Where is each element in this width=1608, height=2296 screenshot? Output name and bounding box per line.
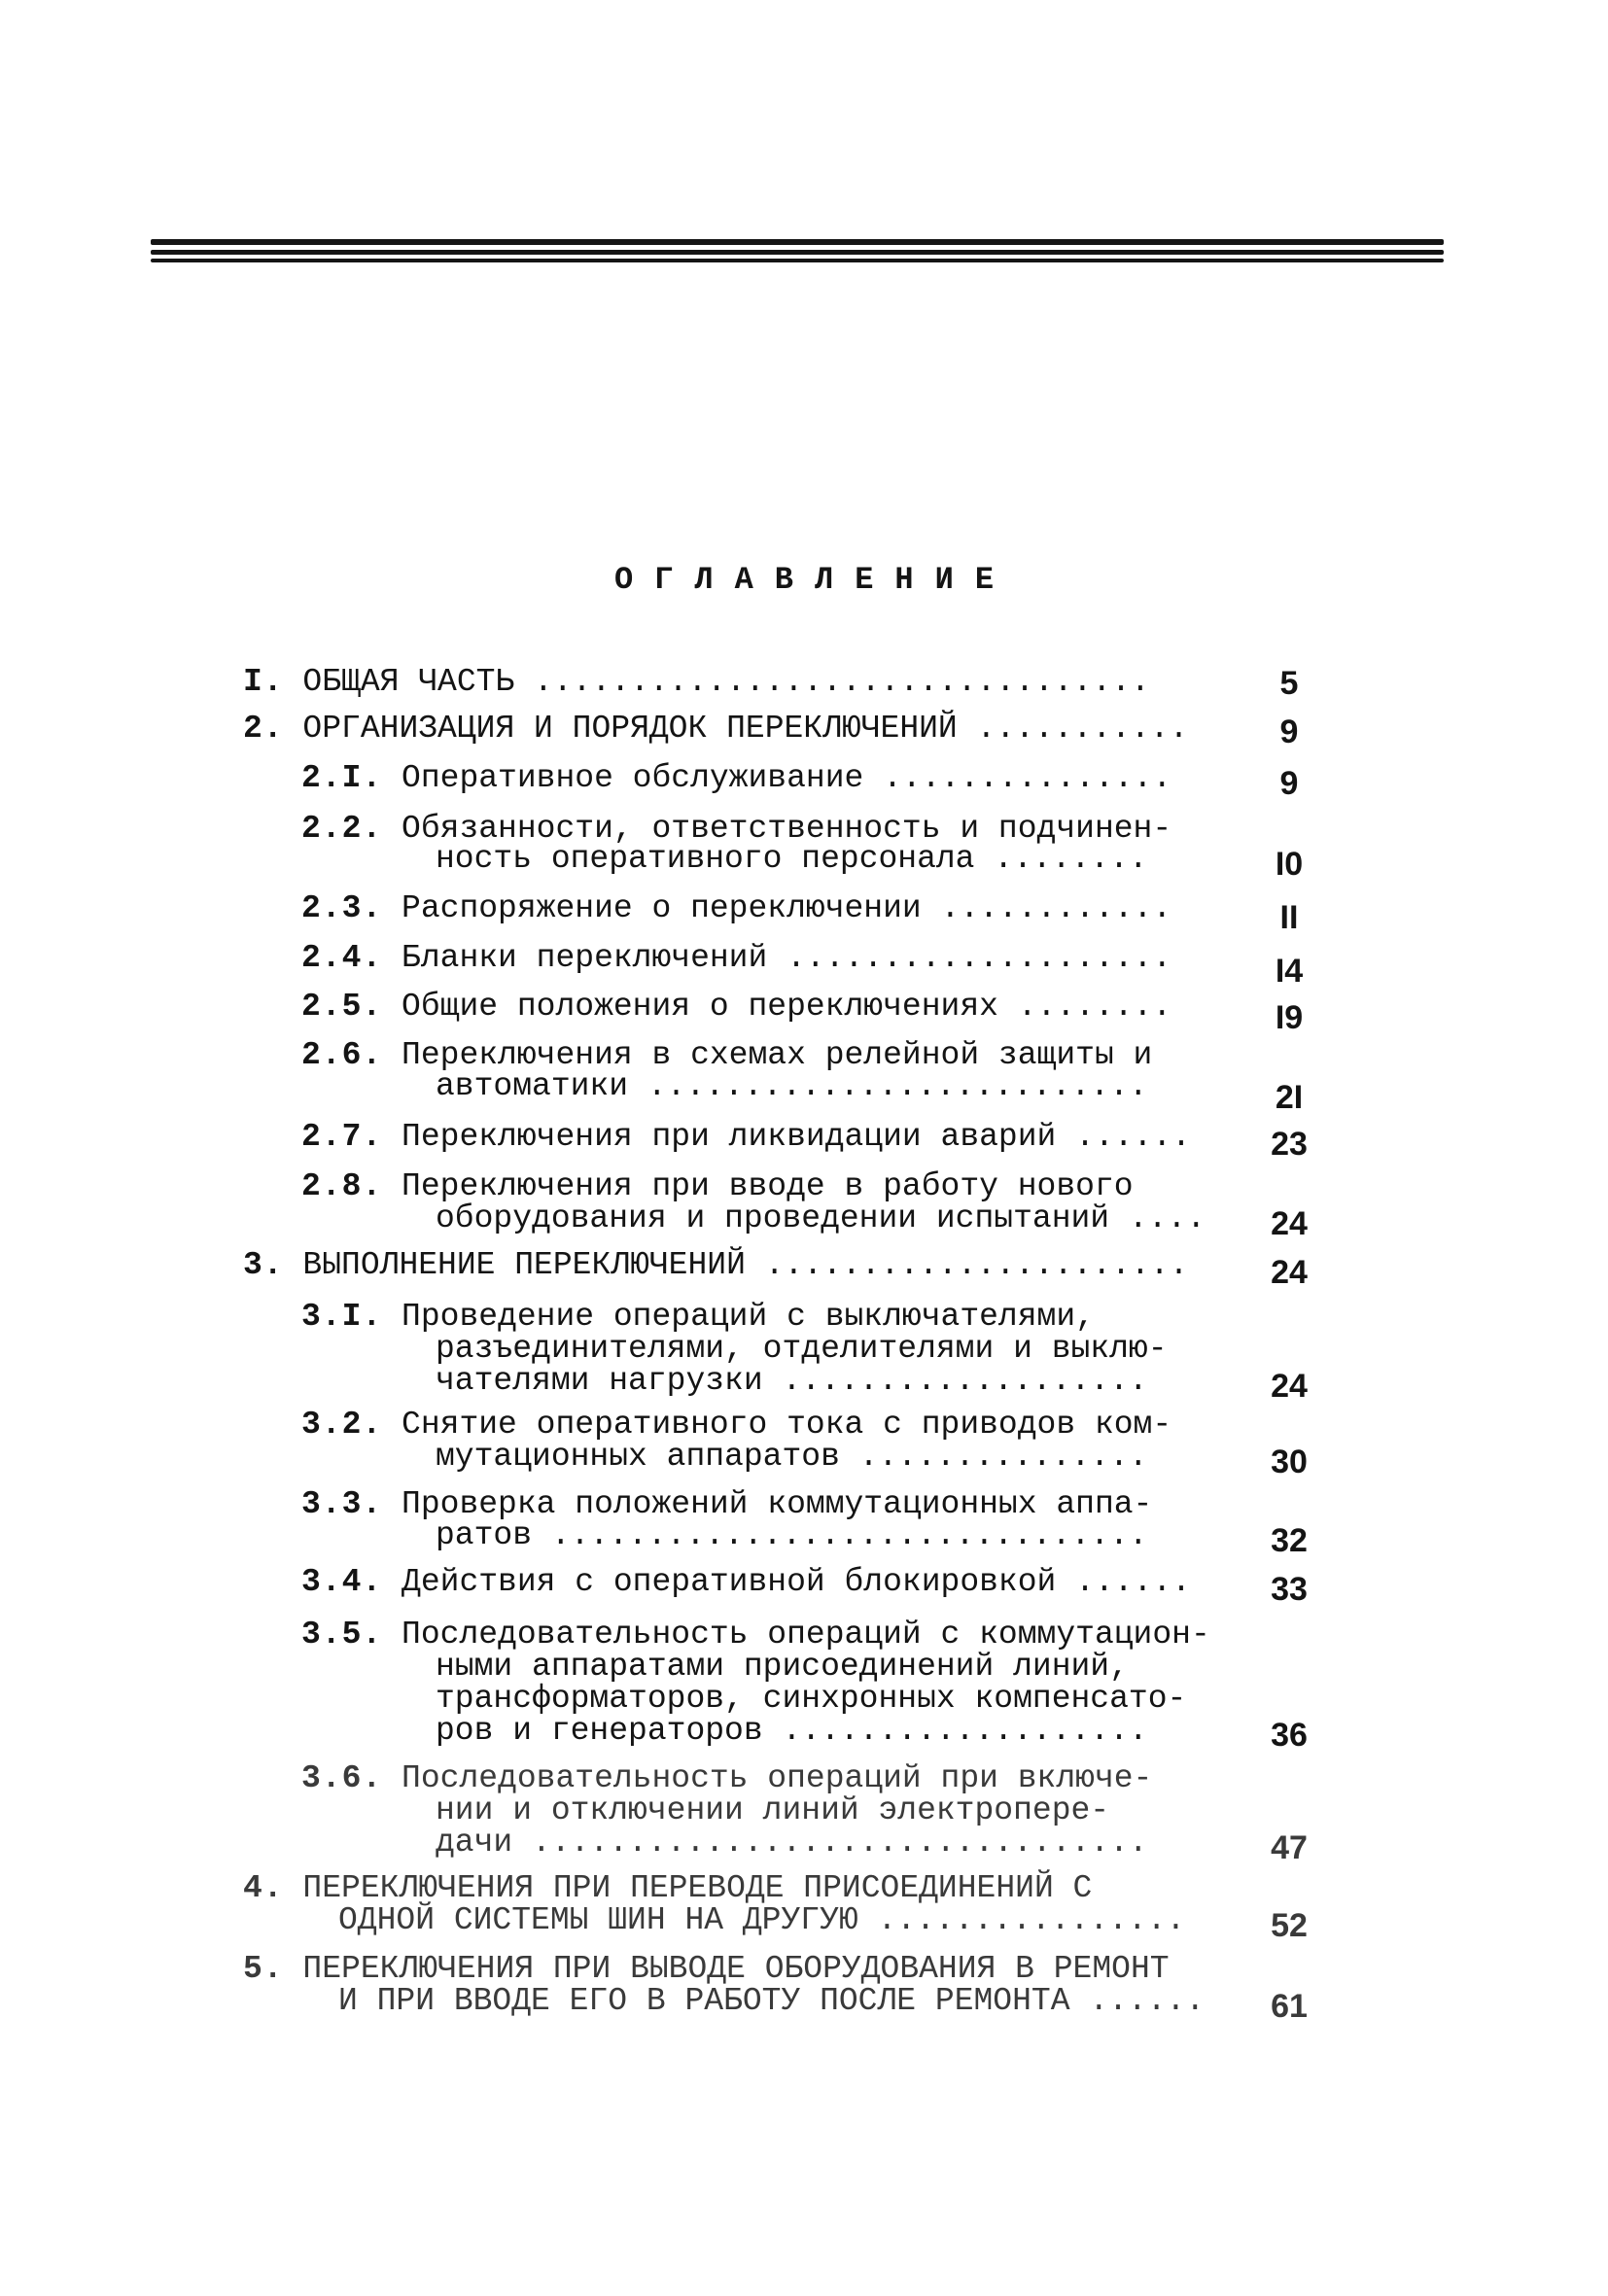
toc-entry-page: 61	[1271, 1988, 1308, 2025]
toc-entry-text: Бланки переключений ....................	[402, 940, 1172, 976]
toc-entry-continuation: И ПРИ ВВОДЕ ЕГО В РАБОТУ ПОСЛЕ РЕМОНТА ......	[338, 1983, 1206, 2019]
toc-entry-page: 9	[1279, 765, 1299, 802]
toc-entry-number: 3.2.	[301, 1407, 383, 1443]
toc-entry-number: 2.8.	[301, 1168, 383, 1204]
toc-entry-page: 24	[1271, 1368, 1308, 1405]
toc-entry-continuation: трансформаторов, синхронных компенсато-	[436, 1681, 1187, 1717]
toc-entry-text: Оперативное обслуживание ...............	[402, 760, 1172, 796]
toc-entry-continuation: ров и генераторов ...................	[436, 1713, 1148, 1749]
toc-entry-text: Проверка положений коммутационных аппа-	[402, 1486, 1153, 1522]
toc-entry-page: 23	[1271, 1126, 1308, 1163]
toc-entry-page: I9	[1275, 999, 1304, 1036]
toc-entry-continuation: разъединителями, отделителями и выклю-	[436, 1331, 1168, 1367]
toc-entry-page: 2I	[1275, 1079, 1304, 1116]
toc-entry-number: 4.	[243, 1870, 284, 1906]
toc-entry-text: Действия с оперативной блокировкой ......	[402, 1564, 1191, 1600]
toc-entry-2-1	[301, 761, 1171, 796]
toc-entry-number: I.	[243, 664, 284, 700]
toc-entry-page: 24	[1271, 1205, 1308, 1242]
toc-entry-page: I0	[1275, 846, 1304, 883]
toc-entry-number: 3.6.	[301, 1760, 383, 1796]
toc-entry-text: Последовательность операций с коммутацион-	[402, 1617, 1210, 1652]
toc-entry-number: 2.4.	[301, 940, 383, 976]
toc-entry-page: II	[1279, 899, 1299, 936]
toc-entry-page: 36	[1271, 1717, 1308, 1754]
toc-entry-2-5	[301, 990, 1171, 1025]
toc-entry-number: 2.3.	[301, 890, 383, 926]
toc-entry-4	[243, 1871, 1092, 1906]
page-title: ОГЛАВЛЕНИЕ	[613, 562, 1016, 598]
toc-entry-number: 3.5.	[301, 1617, 383, 1652]
toc-entry-number: 2.	[243, 711, 284, 747]
toc-entry-page: 32	[1271, 1522, 1308, 1559]
toc-entry-2-8	[301, 1169, 1134, 1204]
toc-entry-text: ВЫПОЛНЕНИЕ ПЕРЕКЛЮЧЕНИЙ ......................	[302, 1247, 1189, 1283]
toc-entry-2-3	[301, 891, 1171, 926]
toc-entry-text: ОБЩАЯ ЧАСТЬ ................................	[302, 664, 1150, 700]
toc-entry-continuation: ность оперативного персонала ........	[436, 841, 1148, 877]
toc-entry-number: 2.I.	[301, 760, 383, 796]
toc-entry-text: Переключения при ликвидации аварий ......	[402, 1119, 1191, 1155]
toc-entry-continuation: оборудования и проведении испытаний ....	[436, 1200, 1206, 1236]
toc-entry-text: ОРГАНИЗАЦИЯ И ПОРЯДОК ПЕРЕКЛЮЧЕНИЙ ...........	[302, 711, 1189, 747]
toc-entry-page: 9	[1279, 713, 1299, 750]
toc-entry-2-4	[301, 941, 1171, 976]
toc-entry-1	[243, 665, 1150, 700]
toc-entry-continuation: ратов ...............................	[436, 1517, 1148, 1553]
toc-entry-page: 5	[1279, 665, 1299, 702]
toc-entry-number: 2.5.	[301, 989, 383, 1025]
toc-entry-3	[243, 1248, 1188, 1283]
toc-entry-page: 30	[1271, 1444, 1308, 1480]
toc-entry-number: 3.4.	[301, 1564, 383, 1600]
toc-entry-page: 52	[1271, 1907, 1308, 1944]
toc-entry-continuation: нии и отключении линий электропере-	[436, 1792, 1110, 1828]
toc-entry-continuation: ными аппаратами присоединений линий,	[436, 1649, 1129, 1685]
toc-entry-continuation: ОДНОЙ СИСТЕМЫ ШИН НА ДРУГУЮ ................	[338, 1902, 1186, 1938]
toc-entry-text: Обязанности, ответственность и подчинен-	[402, 811, 1172, 847]
toc-entry-3-1	[301, 1300, 1095, 1335]
toc-entry-continuation: автоматики ..........................	[436, 1068, 1148, 1104]
toc-entry-page: 33	[1271, 1571, 1308, 1608]
toc-entry-3-5	[301, 1618, 1210, 1652]
toc-entry-number: 2.2.	[301, 811, 383, 847]
toc-entry-text: Снятие оперативного тока с приводов ком-	[402, 1407, 1172, 1443]
toc-entry-text: ПЕРЕКЛЮЧЕНИЯ ПРИ ВЫВОДЕ ОБОРУДОВАНИЯ В РЕМОНТ	[302, 1951, 1170, 1987]
toc-entry-number: 2.6.	[301, 1037, 383, 1073]
toc-entry-2	[243, 712, 1188, 747]
toc-entry-3-6	[301, 1761, 1152, 1796]
toc-entry-continuation: дачи ................................	[436, 1825, 1148, 1861]
toc-entry-text: Проведение операций с выключателями,	[402, 1299, 1095, 1335]
toc-entry-number: 5.	[243, 1951, 284, 1987]
toc-entry-page: I4	[1275, 953, 1304, 990]
toc-entry-page: 47	[1271, 1829, 1308, 1866]
toc-entry-text: Распоряжение о переключении ............	[402, 890, 1172, 926]
toc-entry-text: ПЕРЕКЛЮЧЕНИЯ ПРИ ПЕРЕВОДЕ ПРИСОЕДИНЕНИЙ С	[302, 1870, 1093, 1906]
toc-entry-5	[243, 1952, 1170, 1987]
toc-entry-continuation: мутационных аппаратов ...............	[436, 1439, 1148, 1475]
toc-entry-3-2	[301, 1408, 1171, 1443]
toc-entry-number: 3.I.	[301, 1299, 383, 1335]
toc-entry-number: 2.7.	[301, 1119, 383, 1155]
toc-entry-text: Общие положения о переключениях ........	[402, 989, 1172, 1025]
toc-entry-number: 3.	[243, 1247, 284, 1283]
toc-entry-3-4	[301, 1565, 1191, 1600]
toc-entry-text: Переключения при вводе в работу нового	[402, 1168, 1134, 1204]
toc-entry-2-7	[301, 1120, 1191, 1155]
toc-entry-number: 3.3.	[301, 1486, 383, 1522]
toc-entry-page: 24	[1271, 1254, 1308, 1291]
toc-entry-text: Переключения в схемах релейной защиты и	[402, 1037, 1153, 1073]
toc-entry-text: Последовательность операций при включе-	[402, 1760, 1153, 1796]
toc-entry-continuation: чателями нагрузки ...................	[436, 1363, 1148, 1399]
